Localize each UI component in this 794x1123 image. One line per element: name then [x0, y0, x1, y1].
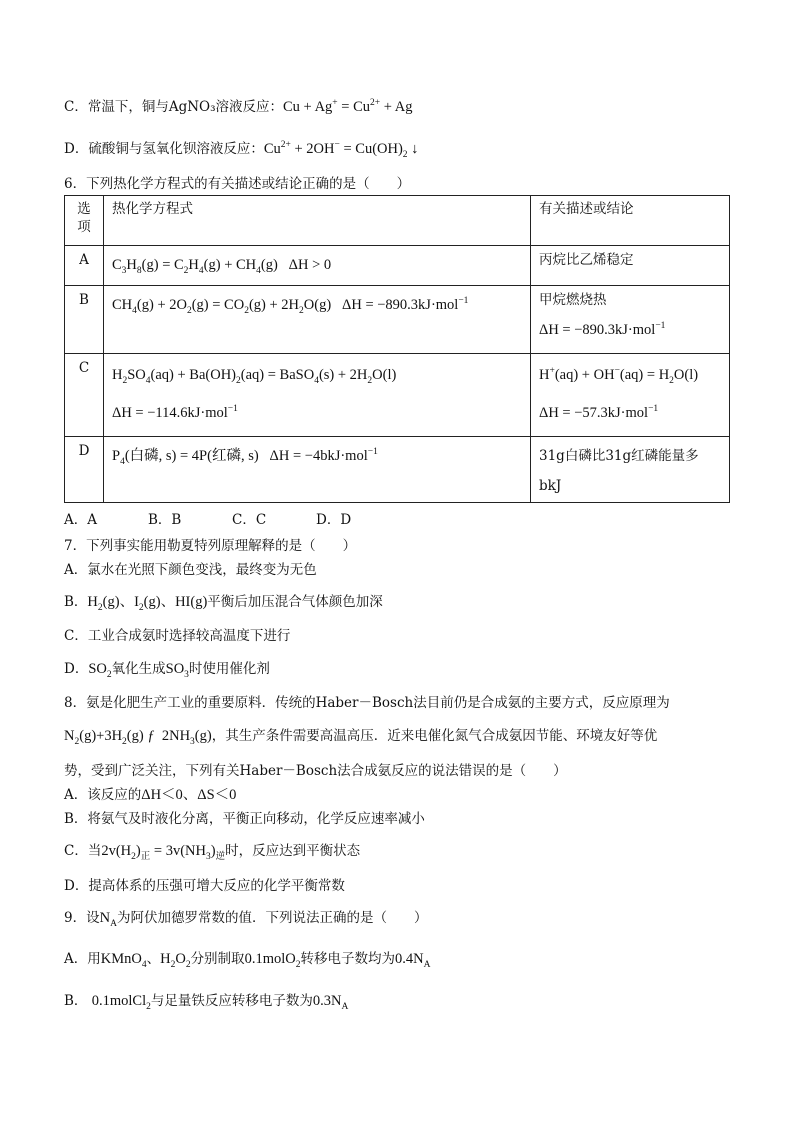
row-c-equation: $H_2SO_4(aq) + Ba(OH)_2(aq)$ = BaSO$_4$(s) + $2H_2O(l)$ ΔH = −114.6kJ·mol$^{-1}$ — [104, 354, 531, 437]
row-b-option: B — [65, 286, 104, 354]
q5d-equation: $Cu^{2+} + 2OH^- = Cu(OH)_2$ ↓ — [263, 140, 419, 160]
header-option: 选 项 — [65, 196, 104, 246]
q6-option-b: B．B — [148, 512, 182, 528]
q9-option-a: A．用KMnO$_4$、$H_2O_2$分别制取0.1molO$_2$转移电子数均为$0.4N_A$ — [64, 951, 431, 970]
q7-option-b: B．$H_2(g)$、$I_2(g)$、HI(g)平衡后加压混合气体颜色加深 — [64, 594, 383, 613]
row-d-equation: $P_4$(白磷, s) = 4P(红磷, s) ΔH = −4bkJ·mol$^{-1}$ — [104, 437, 531, 503]
row-a-option: A — [65, 246, 104, 286]
q8-option-c: C．当$2v(H_2)_正 = 3v(NH_3)_逆$时，反应达到平衡状态 — [64, 843, 361, 862]
q6-option-a: A．A — [64, 512, 97, 528]
table-row — [65, 246, 730, 286]
row-b-note: 甲烷燃烧热 ΔH = −890.3kJ·mol$^{-1}$ — [531, 286, 730, 354]
q8-stem-line3: 势，受到广泛关注，下列有关Haber－Bosch法合成氨反应的说法错误的是（ ） — [64, 763, 567, 779]
q5-option-c — [64, 98, 412, 116]
q7-option-d: D．$SO_2$氧化生成$SO_3$时使用催化剂 — [64, 661, 270, 680]
header-equation: 热化学方程式 — [104, 196, 531, 246]
q9-option-b: B． 0.1molCl$_2$与足量铁反应转移电子数为$0.3N_A$ — [64, 993, 349, 1012]
q6-option-c: C．C — [232, 512, 267, 528]
table-row — [65, 354, 730, 437]
q6-table — [64, 195, 730, 503]
table-row — [65, 286, 730, 354]
q7-stem: 7．下列事实能用勒夏特列原理解释的是（ ） — [64, 538, 357, 554]
q5d-text: D．硫酸铜与氢氧化钡溶液反应： — [64, 141, 264, 157]
q7-option-a: A．氯水在光照下颜色变浅，最终变为无色 — [64, 562, 317, 578]
q5c-text: C．常温下，铜与AgNO₃溶液反应： — [64, 99, 284, 115]
row-d-option: D — [65, 437, 104, 503]
q8-option-b: B．将氨气及时液化分离，平衡正向移动，化学反应速率减小 — [64, 811, 425, 827]
table-row — [65, 437, 730, 503]
header-note: 有关描述或结论 — [531, 196, 730, 246]
q8-option-d: D．提高体系的压强可增大反应的化学平衡常数 — [64, 878, 345, 894]
row-a-note: 丙烷比乙烯稳定 — [531, 246, 730, 286]
q8-stem-line2: $N_2(g)+3H_2(g)$ ƒ $2NH_3(g)$，其生产条件需要高温高压．近来电催化氮气合成氨因节能、环境友好等优 — [64, 728, 658, 747]
q7-option-c: C．工业合成氨时选择较高温度下进行 — [64, 628, 291, 644]
row-d-note: 31g白磷比31g红磷能量多 bkJ — [531, 437, 730, 503]
row-c-option: C — [65, 354, 104, 437]
row-b-equation: $CH_4(g) + 2O_2(g) = CO_2(g) + 2H_2O(g) \Delta H = -890.3kJ\cdot mol^{-1}$ — [104, 286, 531, 354]
q6-options — [64, 511, 351, 529]
q6-stem: 6．下列热化学方程式的有关描述或结论正确的是（ ） — [64, 176, 411, 192]
row-a-equation: $C_3H_8(g) = C_2H_4(g) + CH_4(g) \Delta H > 0$ — [104, 246, 531, 286]
q5c-equation: $Cu + Ag^+ = Cu^{2+} + Ag$ — [283, 98, 413, 115]
q8-option-a: A．该反应的ΔH＜0、ΔS＜0 — [64, 787, 237, 803]
q8-stem-line1: 8．氨是化肥生产工业的重要原料．传统的Haber－Bosch法目前仍是合成氨的主要方式，反应原理为 — [64, 695, 670, 711]
q5-option-d — [64, 140, 418, 158]
q9-stem: 9．设$N_A$为阿伏加德罗常数的值．下列说法正确的是（ ） — [64, 910, 428, 929]
row-c-note: $H^+(aq) + OH^-(aq) = H_2O(l)$ ΔH = −57.3kJ·mol$^{-1}$ — [531, 354, 730, 437]
q6-option-d: D．D — [316, 512, 352, 528]
table-header-row — [65, 196, 730, 246]
